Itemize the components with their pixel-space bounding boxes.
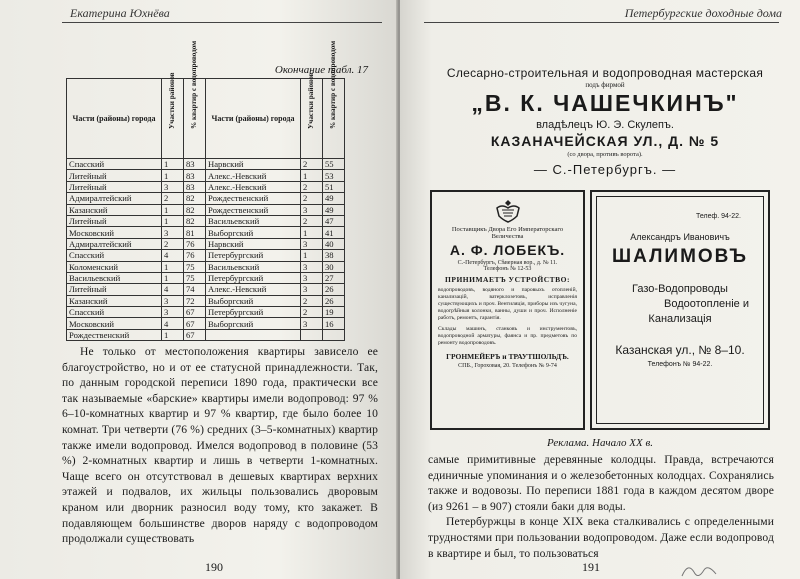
advert-line: (со двора, противъ ворота).	[567, 151, 643, 158]
header-percent-right: % квартир с водопроводом	[323, 79, 345, 159]
cell-percent: 72	[184, 295, 206, 306]
cell-section: 3	[162, 181, 184, 192]
cell-section: 2	[301, 181, 323, 192]
advert-surname: ШАЛИМОВЪ	[612, 246, 748, 267]
cell-district: Спасский	[67, 159, 162, 170]
table-row	[67, 250, 345, 261]
cell-district: Васильевский	[67, 272, 162, 283]
running-head-left: Екатерина Юхнёва	[70, 6, 170, 20]
cell-section: 4	[162, 250, 184, 261]
advert-lobek	[430, 190, 585, 430]
advert-successors: ГРОНМЕЙЕРЪ и ТРАУТШОЛЬДЪ.	[446, 352, 569, 361]
cell-district	[206, 329, 301, 340]
cell-district: Алекс.-Невский	[206, 284, 301, 295]
advert-city: — С.-Петербургъ. —	[533, 162, 677, 177]
cell-section: 3	[162, 307, 184, 318]
cell-percent: 82	[184, 204, 206, 215]
cell-percent: 74	[184, 284, 206, 295]
cell-section: 3	[301, 204, 323, 215]
cell-section: 3	[301, 261, 323, 272]
advert-caption: Реклама. Начало ХХ в.	[547, 437, 653, 449]
cell-percent: 75	[184, 272, 206, 283]
cell-percent: 41	[323, 227, 345, 238]
table-row	[67, 238, 345, 249]
page-number-left: 190	[205, 560, 223, 574]
advert-first-name: Александръ Ивановичъ	[630, 232, 730, 242]
table-row	[67, 307, 345, 318]
cell-section: 1	[301, 250, 323, 261]
cell-section: 1	[162, 204, 184, 215]
cell-district: Адмиралтейский	[67, 193, 162, 204]
table-row	[67, 159, 345, 170]
cell-district: Литейный	[67, 284, 162, 295]
cell-percent: 83	[184, 170, 206, 181]
cell-percent: 75	[184, 261, 206, 272]
header-sections-left: Участки районов	[162, 79, 184, 159]
left-page	[0, 0, 398, 579]
cell-district: Алекс.-Невский	[206, 170, 301, 181]
imperial-crest-icon	[493, 198, 523, 224]
header-district-left: Части (районы) города	[67, 79, 162, 159]
table-caption: Окончание табл. 17	[274, 64, 368, 76]
advert-services	[597, 282, 763, 327]
cell-section: 3	[162, 227, 184, 238]
cell-percent: 38	[323, 250, 345, 261]
cell-district: Нарвский	[206, 238, 301, 249]
advert-address: Казанская ул., № 8–10.	[615, 343, 745, 357]
cell-percent: 16	[323, 318, 345, 329]
cell-percent: 51	[323, 181, 345, 192]
cell-district: Алекс.-Невский	[206, 181, 301, 192]
header-sections-right: Участки районов	[301, 79, 323, 159]
cell-section: 2	[162, 238, 184, 249]
cell-district: Васильевский	[206, 215, 301, 226]
cell-percent: 82	[184, 193, 206, 204]
advert-heading: ПРИНИМАЕТЪ УСТРОЙСТВО:	[445, 275, 570, 284]
cell-district: Рождественский	[67, 329, 162, 340]
cell-section: 2	[301, 159, 323, 170]
cell-percent: 67	[184, 329, 206, 340]
cell-section: 2	[301, 215, 323, 226]
cell-section: 1	[162, 170, 184, 181]
cell-section: 1	[301, 170, 323, 181]
table-row	[67, 215, 345, 226]
header-rule-right	[424, 22, 779, 23]
running-head-right: Петербургские доходные дома	[624, 6, 782, 20]
cell-district: Васильевский	[206, 261, 301, 272]
cell-percent: 26	[323, 295, 345, 306]
advert-body: водопроводовъ, водяного и паровыхъ отопленій, канализацій, ватерклозетовъ, исправленія существующихъ и проч. Вентиляція, приборы изъ чугуна, водогрѣйныя колонки, ванны, души и проч. Исполненіе работъ, ремонтъ, гарантія.	[438, 287, 577, 321]
table-row	[67, 318, 345, 329]
table-row	[67, 329, 345, 340]
advert-line: подъ фирмой	[585, 81, 625, 89]
cell-district: Спасский	[67, 250, 162, 261]
cell-percent: 40	[323, 238, 345, 249]
cell-section	[301, 329, 323, 340]
cell-percent: 67	[184, 318, 206, 329]
cell-district: Рождественский	[206, 204, 301, 215]
cell-section: 1	[162, 215, 184, 226]
table-row	[67, 204, 345, 215]
table-row	[67, 261, 345, 272]
page-number-right: 191	[582, 560, 600, 574]
cell-section: 1	[162, 261, 184, 272]
cell-district: Петербургский	[206, 250, 301, 261]
cell-percent: 76	[184, 238, 206, 249]
table-row	[67, 193, 345, 204]
cell-section: 1	[162, 329, 184, 340]
service-item: Водоотопленіе и	[664, 298, 749, 310]
table-row	[67, 170, 345, 181]
paragraph: Не только от местоположения квартиры зависело ее благоустройство, но и от ее статусной принадлежности. Так, по данным городской переписи 1890 года, практически все так называемые «барские» квартиры имели водопровод: 97 % 6–10-комнатных квартир и 97 % квартир, где было более 10 комнат. Три четверти (76 %) средних (3–5-комнатных) квартир также имели водопровод. Имелся водопровод в половине (53 %) 2-комнатных квартир и лишь в четверти 1-комнатных. Чаще всего он отсутствовал в дешевых квартирах верхних этажей и подвалов, их жильцы пользовались дворовым краном или дворник разносил воду тому, кто закажет. В подавляющем большинстве дворов наряду с водопроводом продолжали существовать	[62, 345, 378, 546]
cell-percent: 81	[184, 227, 206, 238]
cell-percent: 53	[323, 170, 345, 181]
cell-section: 2	[162, 193, 184, 204]
table-row	[67, 181, 345, 192]
cell-district: Нарвский	[206, 159, 301, 170]
header-percent-left: % квартир с водопроводом	[184, 79, 206, 159]
advert-shalimov	[590, 190, 770, 430]
advert-address: КАЗАНАЧЕЙСКАЯ УЛ., Д. № 5	[490, 133, 720, 149]
cell-district: Рождественский	[206, 193, 301, 204]
cell-district: Выборгский	[206, 227, 301, 238]
advert-phone: Телефонъ № 94-22.	[647, 361, 713, 368]
cell-section: 1	[162, 272, 184, 283]
cell-percent: 47	[323, 215, 345, 226]
cell-percent: 67	[184, 307, 206, 318]
cell-section: 4	[162, 284, 184, 295]
service-item: Канализація	[648, 313, 712, 325]
advert-chashechkin	[440, 66, 770, 177]
cell-district: Выборгский	[206, 295, 301, 306]
cell-section: 3	[301, 272, 323, 283]
decorative-ornament-icon	[680, 560, 720, 578]
cell-district: Казанский	[67, 204, 162, 215]
cell-district: Московский	[67, 227, 162, 238]
cell-district: Литейный	[67, 215, 162, 226]
cell-section: 3	[162, 295, 184, 306]
cell-section: 2	[301, 307, 323, 318]
cell-percent: 30	[323, 261, 345, 272]
advert-body: Склады машинъ, станковъ и инструментовъ, водопроводной арматуры, фаянса и пр. предметовъ по ремонту водопроводовъ.	[438, 326, 577, 346]
cell-percent: 83	[184, 159, 206, 170]
cell-section: 1	[301, 227, 323, 238]
cell-district: Литейный	[67, 170, 162, 181]
advert-inner-frame	[596, 196, 764, 424]
advert-firm-name: „В. К. ЧАШЕЧКИНЪ"	[471, 90, 739, 116]
cell-section: 3	[301, 238, 323, 249]
advert-phone: Телефонъ № 12-53	[483, 266, 532, 272]
cell-district: Московский	[67, 318, 162, 329]
table-row	[67, 295, 345, 306]
table-row	[67, 227, 345, 238]
cell-district: Петербургский	[206, 307, 301, 318]
advert-line: владѣлецъ Ю. Э. Скулепъ.	[536, 119, 674, 131]
paragraph: Петербуржцы в конце XIX века сталкивались с определенными трудностями при пользовании водопроводом. Даже если водопровод в квартире и был, то пользоваться	[428, 515, 774, 560]
advert-address: С.-Петербургъ, Сѣверная вор., д. № 11.	[457, 260, 558, 266]
cell-percent: 76	[184, 250, 206, 261]
cell-percent: 49	[323, 193, 345, 204]
table-row	[67, 272, 345, 283]
paragraph: самые примитивные деревянные колодцы. Правда, встречаются единичные упоминания и о железобетонных колодцах. Сохранялись также и водовозы. По переписи 1881 года в каждом десятом дворе (из 9261 – в 907) стояли баки для воды.	[428, 453, 774, 513]
cell-district: Петербургский	[206, 272, 301, 283]
cell-section: 1	[162, 159, 184, 170]
cell-percent	[323, 329, 345, 340]
cell-percent: 83	[184, 181, 206, 192]
cell-section: 4	[162, 318, 184, 329]
cell-section: 2	[301, 193, 323, 204]
body-text-left	[62, 344, 378, 547]
service-item: Газо-Водопроводы	[632, 283, 728, 295]
body-text-right	[428, 452, 774, 561]
header-district-right: Части (районы) города	[206, 79, 301, 159]
cell-section: 2	[301, 295, 323, 306]
cell-percent: 55	[323, 159, 345, 170]
cell-section: 3	[301, 284, 323, 295]
cell-percent: 19	[323, 307, 345, 318]
cell-percent: 27	[323, 272, 345, 283]
table-row	[67, 284, 345, 295]
advert-footer: СПБ., Гороховая, 20. Телефонъ № 9-74	[458, 363, 557, 369]
cell-district: Спасский	[67, 307, 162, 318]
cell-percent: 49	[323, 204, 345, 215]
cell-district: Адмиралтейский	[67, 238, 162, 249]
advert-supplier-title: Поставщикъ Двора Его Императорскаго Величества	[451, 226, 564, 240]
cell-district: Коломенский	[67, 261, 162, 272]
header-rule-left	[62, 22, 382, 23]
cell-district: Литейный	[67, 181, 162, 192]
advert-line: Слесарно-строительная и водопроводная мастерская	[446, 66, 764, 80]
cell-percent: 26	[323, 284, 345, 295]
cell-percent: 82	[184, 215, 206, 226]
cell-district: Казанский	[67, 295, 162, 306]
advert-phone: Телеф. 94-22.	[695, 213, 741, 220]
cell-district: Выборгский	[206, 318, 301, 329]
advert-name: А. Ф. ЛОБЕКЪ.	[449, 242, 566, 258]
cell-section: 3	[301, 318, 323, 329]
